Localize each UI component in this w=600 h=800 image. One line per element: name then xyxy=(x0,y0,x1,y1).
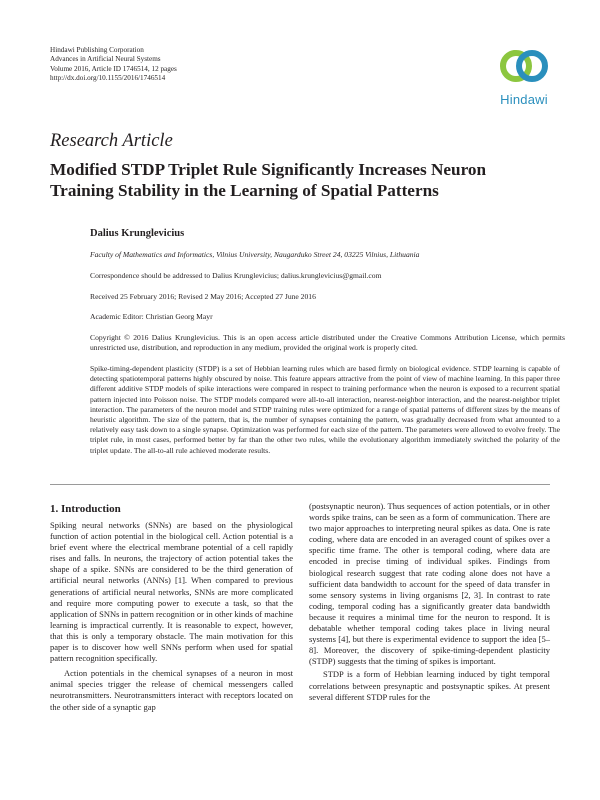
correspondence: Correspondence should be addressed to Dalius Krunglevicius; dalius.krunglevicius@gmail.com xyxy=(90,271,382,280)
journal-header xyxy=(50,46,177,83)
hindawi-logo-text: Hindawi xyxy=(500,92,548,107)
article-title xyxy=(50,159,550,201)
section-divider xyxy=(50,484,550,485)
article-type: Research Article xyxy=(50,131,173,151)
right-column xyxy=(309,501,550,703)
title-line-2: Training Stability in the Learning of Spatial Patterns xyxy=(50,181,439,200)
paragraph: STDP is a form of Hebbian learning induced by tight temporal correlations between presynaptic and postsynaptic spikes. At present several different STDP rules for the xyxy=(309,669,550,702)
author-name: Dalius Krunglevicius xyxy=(90,228,185,239)
affiliation: Faculty of Mathematics and Informatics, Vilnius University, Naugarduko Street 24, 03225 Vilnius, Lithuania xyxy=(90,250,420,259)
volume-info: Volume 2016, Article ID 1746514, 12 pages xyxy=(50,64,177,73)
received-dates: Received 25 February 2016; Revised 2 May 2016; Accepted 27 June 2016 xyxy=(90,292,316,301)
left-column xyxy=(50,520,293,713)
hindawi-logo xyxy=(494,42,554,106)
academic-editor: Academic Editor: Christian Georg Mayr xyxy=(90,312,213,321)
copyright-notice: Copyright © 2016 Dalius Krunglevicius. This is an open access article distributed under the Creative Commons Attribution License, which permits unrestricted use, distribution, and reproduction in any medium, provided the original work is properly cited. xyxy=(90,333,565,352)
publisher-name: Hindawi Publishing Corporation xyxy=(50,46,144,54)
paragraph: (postsynaptic neuron). Thus sequences of action potentials, or in other words spike trains, can be seen as a form of communication. There are two major approaches to interpreting neural spikes as data. One is rate coding, where data are encoded in an averaged count of spikes over a specific time frame. The other is temporal coding, where data are encoded in precise timing of individual spikes. Findings from biological research suggest that rate coding alone does not have a sufficient data bandwidth to account for the speed of data transfer in some sensory systems in living organisms [2, 3]. In contrast to rate coding, temporal coding has a significantly greater data bandwidth because it requires a minimal time for the neuron to respond. It is debatable whether temporal coding takes place in living neural systems [4], but there is experimental evidence to support the idea [5–8]. Moreover, the discovery of spike-timing-dependent plasticity (STDP) suggests that the timing of spikes is important. xyxy=(309,501,550,667)
journal-name: Advances in Artificial Neural Systems xyxy=(50,55,161,64)
paragraph: Spiking neural networks (SNNs) are based on the physiological function of action potential in the biological cell. Action potential is a brief event where the electrical membrane potential of a cell rapidly rises and falls. In neurons, the trajectory of action potential takes the shape of a spike. SNNs are considered to be the third generation of artificial neural networks (ANNs) [1]. When compared to previous generations of artificial neural networks, SNNs are more complicated and require more computing power to execute a task, so that the application of SNNs in pattern recognition or in other kinds of machine learning is impractical currently. It is reasonable to expect, however, that this is only a temporary obstacle. The main motivation for this paper is to discover how well SNNs perform when used for spatial pattern recognition specifically. xyxy=(50,520,293,664)
title-line-1: Modified STDP Triplet Rule Significantly Increases Neuron xyxy=(50,160,487,179)
doi-link[interactable]: http://dx.doi.org/10.1155/2016/1746514 xyxy=(50,73,166,82)
hindawi-logo-mark-icon xyxy=(494,42,554,92)
abstract: Spike-timing-dependent plasticity (STDP) is a set of Hebbian learning rules which are based firmly on biological evidence. STDP learning is capable of detecting spatiotemporal patterns highly obscured by noise. This feature appears attractive from the point of view of machine learning. In this paper three different additive STDP models of spike interactions were compared in respect to training performance when the neuron is exposed to a recurrent spatial pattern injected into Poisson noise. The STDP models compared were all-to-all interaction, nearest-neighbor interaction, and the nearest-neighbor triplet interaction. The parameters of the neuron model and STDP training rules were optimized for a range of spatial patterns of different sizes by the means of heuristic algorithm. The size of the pattern, that is, the number of synapses containing the pattern, was gradually decreased from what amounted to a relatively easy task down to a single synapse. Optimization was performed for each size of the pattern. The parameters were allowed to evolve freely. The triplet rule, in most cases, performed better by far than the other two rules, while the evolutionary algorithm immediately switched the polarity of the triplet update. The all-to-all rule achieved moderate results. xyxy=(90,364,560,455)
paragraph: Action potentials in the chemical synapses of a neuron in most animal species trigger the release of chemical messengers called neurotransmitters. Neurotransmitters interact with receptors located on the other side of a synaptic gap xyxy=(50,668,293,712)
section-heading-introduction: 1. Introduction xyxy=(50,503,121,515)
